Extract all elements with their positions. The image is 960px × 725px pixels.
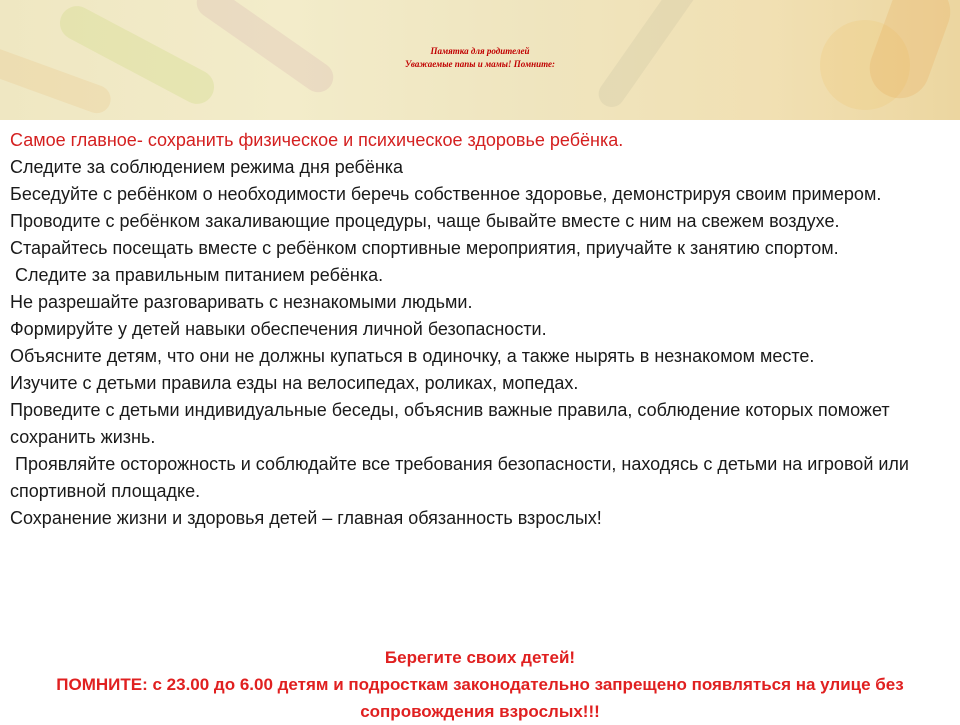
memo-item: Изучите с детьми правила езды на велосипедах, роликах, мопедах.	[10, 373, 579, 393]
memo-item: Старайтесь посещать вместе с ребёнком спортивные мероприятия, приучайте к занятию спортом.	[10, 238, 839, 258]
header-title-line1: Памятка для родителей	[430, 46, 530, 56]
header-banner	[0, 0, 960, 120]
memo-item: Следите за соблюдением режима дня ребёнка	[10, 157, 404, 177]
memo-item: Формируйте у детей навыки обеспечения личной безопасности.	[10, 319, 547, 339]
memo-body	[10, 127, 950, 532]
curfew-warning: ПОМНИТЕ: с 23.00 до 6.00 детям и подросткам законодательно запрещено появляться на улице без сопровождения взрослых!!!	[56, 675, 904, 721]
footer-slogan: Берегите своих детей!	[384, 648, 576, 667]
memo-item: Беседуйте с ребёнком о необходимости беречь собственное здоровье, демонстрируя своим примером.	[10, 184, 882, 204]
memo-item: Проявляйте осторожность и соблюдайте все требования безопасности, находясь с детьми на игровой или спортивной площадке.	[10, 454, 915, 501]
memo-item: Следите за правильным питанием ребёнка.	[10, 265, 384, 285]
memo-item: Проведите с детьми индивидуальные беседы, объяснив важные правила, соблюдение которых поможет сохранить жизнь.	[10, 400, 890, 447]
memo-item: Сохранение жизни и здоровья детей – главная обязанность взрослых!	[10, 508, 602, 528]
footer-warning	[0, 644, 960, 725]
memo-item: Проводите с ребёнком закаливающие процедуры, чаще бывайте вместе с ним на свежем воздухе.	[10, 211, 840, 231]
header-title	[0, 45, 960, 71]
header-title-line2: Уважаемые папы и мамы! Помните:	[405, 59, 555, 69]
lead-statement: Самое главное- сохранить физическое и психическое здоровье ребёнка.	[10, 130, 624, 150]
memo-item: Объясните детям, что они не должны купаться в одиночку, а также нырять в незнакомом месте.	[10, 346, 815, 366]
memo-item: Не разрешайте разговаривать с незнакомыми людьми.	[10, 292, 473, 312]
